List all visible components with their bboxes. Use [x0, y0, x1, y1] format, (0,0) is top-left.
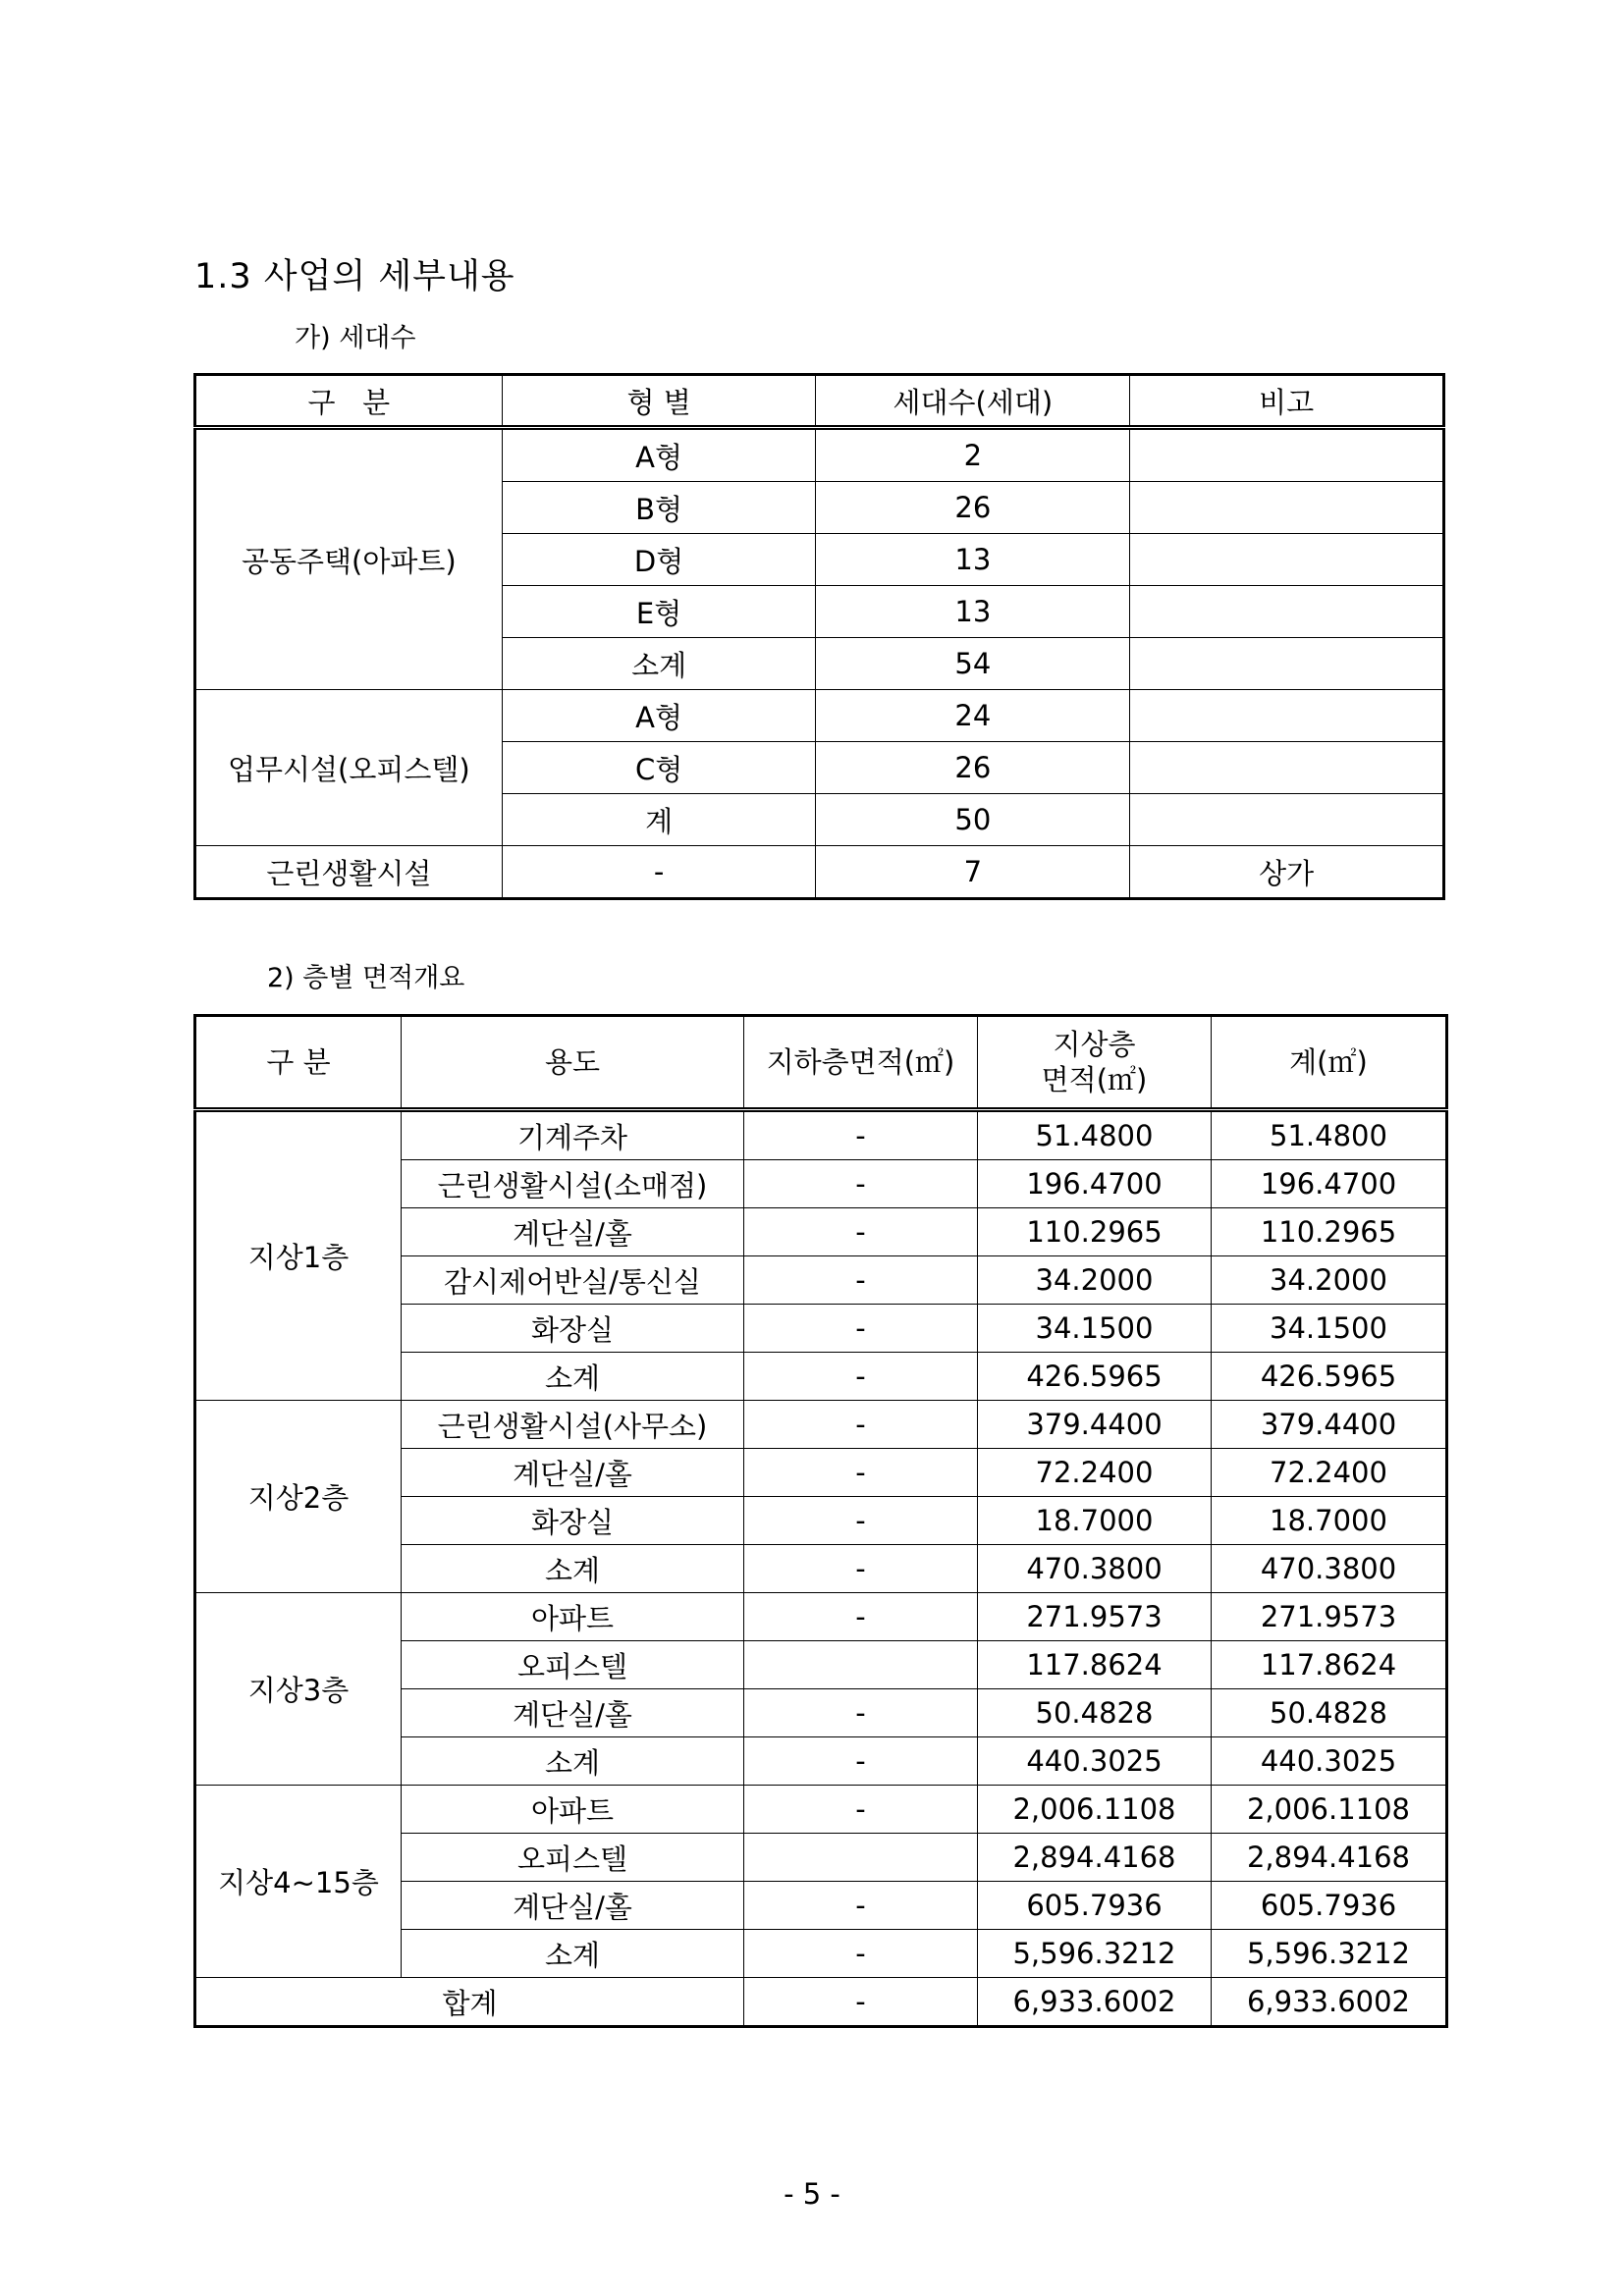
- above-cell: 34.2000: [978, 1256, 1212, 1305]
- use-cell: 소계: [402, 1353, 744, 1401]
- table-row: [195, 1110, 1447, 1160]
- table-row: [195, 1401, 1447, 1449]
- note-cell: [1130, 482, 1444, 534]
- use-cell: 아파트: [402, 1593, 744, 1641]
- type-cell: 계: [502, 794, 816, 846]
- above-cell: 34.1500: [978, 1305, 1212, 1353]
- note-cell: [1130, 428, 1444, 482]
- units-table-caption: 가) 세대수: [295, 323, 416, 353]
- basement-cell: -: [744, 1160, 978, 1208]
- above-cell: 196.4700: [978, 1160, 1212, 1208]
- note-cell: [1130, 794, 1444, 846]
- basement-cell: -: [744, 1353, 978, 1401]
- above-cell: 605.7936: [978, 1882, 1212, 1930]
- use-cell: 감시제어반실/통신실: [402, 1256, 744, 1305]
- use-cell: 계단실/홀: [402, 1882, 744, 1930]
- total-cell: 34.2000: [1212, 1256, 1447, 1305]
- table-row: [195, 690, 1444, 742]
- use-cell: 근린생활시설(소매점): [402, 1160, 744, 1208]
- section-title: 1.3 사업의 세부내용: [194, 257, 515, 296]
- above-cell: 110.2965: [978, 1208, 1212, 1256]
- total-cell: 271.9573: [1212, 1593, 1447, 1641]
- total-cell: 470.3800: [1212, 1545, 1447, 1593]
- category-cell: 근린생활시설: [195, 846, 503, 899]
- header-total-area: 계(㎡): [1212, 1016, 1447, 1110]
- type-cell: A형: [502, 690, 816, 742]
- area-table-header-row: [195, 1016, 1447, 1110]
- header-type: 형 별: [502, 375, 816, 428]
- count-cell: 24: [816, 690, 1130, 742]
- count-cell: 26: [816, 482, 1130, 534]
- total-cell: 18.7000: [1212, 1497, 1447, 1545]
- count-cell: 2: [816, 428, 1130, 482]
- above-cell: 51.4800: [978, 1110, 1212, 1160]
- count-cell: 26: [816, 742, 1130, 794]
- total-cell: 34.1500: [1212, 1305, 1447, 1353]
- type-cell: 소계: [502, 638, 816, 690]
- floor-cell: 지상1층: [195, 1110, 402, 1401]
- above-cell: 271.9573: [978, 1593, 1212, 1641]
- type-cell: A형: [502, 428, 816, 482]
- use-cell: 오피스텔: [402, 1834, 744, 1882]
- above-cell: 72.2400: [978, 1449, 1212, 1497]
- total-cell: 72.2400: [1212, 1449, 1447, 1497]
- use-cell: 소계: [402, 1737, 744, 1786]
- total-cell: 379.4400: [1212, 1401, 1447, 1449]
- note-cell: [1130, 690, 1444, 742]
- basement-cell: -: [744, 1256, 978, 1305]
- type-cell: D형: [502, 534, 816, 586]
- note-cell: [1130, 742, 1444, 794]
- area-table-caption: 2) 층별 면적개요: [267, 963, 465, 993]
- header-floor: 구 분: [195, 1016, 402, 1110]
- header-count: 세대수(세대): [816, 375, 1130, 428]
- count-cell: 13: [816, 586, 1130, 638]
- total-cell: 440.3025: [1212, 1737, 1447, 1786]
- header-category: 구 분: [195, 375, 503, 428]
- total-cell: 117.8624: [1212, 1641, 1447, 1689]
- basement-cell: -: [744, 1689, 978, 1737]
- basement-cell: [744, 1834, 978, 1882]
- basement-cell: -: [744, 1545, 978, 1593]
- total-cell: 110.2965: [1212, 1208, 1447, 1256]
- note-cell: [1130, 638, 1444, 690]
- header-note: 비고: [1130, 375, 1444, 428]
- above-cell: 50.4828: [978, 1689, 1212, 1737]
- total-cell: 50.4828: [1212, 1689, 1447, 1737]
- total-cell: 426.5965: [1212, 1353, 1447, 1401]
- above-cell: 440.3025: [978, 1737, 1212, 1786]
- basement-cell: -: [744, 1737, 978, 1786]
- basement-cell: -: [744, 1208, 978, 1256]
- header-above-area: 지상층 면적(㎡): [978, 1016, 1212, 1110]
- basement-cell: -: [744, 1978, 978, 2027]
- basement-cell: [744, 1641, 978, 1689]
- total-cell: 605.7936: [1212, 1882, 1447, 1930]
- table-row: [195, 1786, 1447, 1834]
- total-cell: 2,006.1108: [1212, 1786, 1447, 1834]
- use-cell: 계단실/홀: [402, 1449, 744, 1497]
- use-cell: 아파트: [402, 1786, 744, 1834]
- category-cell: 업무시설(오피스텔): [195, 690, 503, 846]
- basement-cell: -: [744, 1497, 978, 1545]
- above-cell: 5,596.3212: [978, 1930, 1212, 1978]
- count-cell: 50: [816, 794, 1130, 846]
- basement-cell: -: [744, 1401, 978, 1449]
- count-cell: 7: [816, 846, 1130, 899]
- total-cell: 2,894.4168: [1212, 1834, 1447, 1882]
- total-cell: 196.4700: [1212, 1160, 1447, 1208]
- above-cell: 6,933.6002: [978, 1978, 1212, 2027]
- units-table-header-row: [195, 375, 1444, 428]
- floor-cell: 지상2층: [195, 1401, 402, 1593]
- area-table: [193, 1014, 1448, 2028]
- type-cell: B형: [502, 482, 816, 534]
- use-cell: 화장실: [402, 1305, 744, 1353]
- table-row: [195, 428, 1444, 482]
- basement-cell: -: [744, 1305, 978, 1353]
- category-cell: 공동주택(아파트): [195, 428, 503, 690]
- table-row: [195, 846, 1444, 899]
- basement-cell: -: [744, 1786, 978, 1834]
- above-cell: 2,894.4168: [978, 1834, 1212, 1882]
- type-cell: E형: [502, 586, 816, 638]
- use-cell: 기계주차: [402, 1110, 744, 1160]
- units-table: [193, 373, 1445, 900]
- total-label-cell: 합계: [195, 1978, 744, 2027]
- basement-cell: -: [744, 1449, 978, 1497]
- above-cell: 426.5965: [978, 1353, 1212, 1401]
- above-cell: 2,006.1108: [978, 1786, 1212, 1834]
- use-cell: 오피스텔: [402, 1641, 744, 1689]
- count-cell: 54: [816, 638, 1130, 690]
- total-row: [195, 1978, 1447, 2027]
- total-cell: 6,933.6002: [1212, 1978, 1447, 2027]
- count-cell: 13: [816, 534, 1130, 586]
- use-cell: 계단실/홀: [402, 1208, 744, 1256]
- use-cell: 근린생활시설(사무소): [402, 1401, 744, 1449]
- basement-cell: -: [744, 1882, 978, 1930]
- header-use: 용도: [402, 1016, 744, 1110]
- use-cell: 화장실: [402, 1497, 744, 1545]
- above-cell: 470.3800: [978, 1545, 1212, 1593]
- note-cell: [1130, 586, 1444, 638]
- above-cell: 18.7000: [978, 1497, 1212, 1545]
- use-cell: 계단실/홀: [402, 1689, 744, 1737]
- use-cell: 소계: [402, 1930, 744, 1978]
- header-basement-area: 지하층면적(㎡): [744, 1016, 978, 1110]
- type-cell: C형: [502, 742, 816, 794]
- basement-cell: -: [744, 1110, 978, 1160]
- above-cell: 379.4400: [978, 1401, 1212, 1449]
- note-cell: [1130, 534, 1444, 586]
- floor-cell: 지상3층: [195, 1593, 402, 1786]
- use-cell: 소계: [402, 1545, 744, 1593]
- type-cell: -: [502, 846, 816, 899]
- above-cell: 117.8624: [978, 1641, 1212, 1689]
- basement-cell: -: [744, 1593, 978, 1641]
- note-cell: 상가: [1130, 846, 1444, 899]
- floor-cell: 지상4~15층: [195, 1786, 402, 1978]
- total-cell: 5,596.3212: [1212, 1930, 1447, 1978]
- basement-cell: -: [744, 1930, 978, 1978]
- total-cell: 51.4800: [1212, 1110, 1447, 1160]
- page-number: - 5 -: [784, 2177, 840, 2211]
- table-row: [195, 1593, 1447, 1641]
